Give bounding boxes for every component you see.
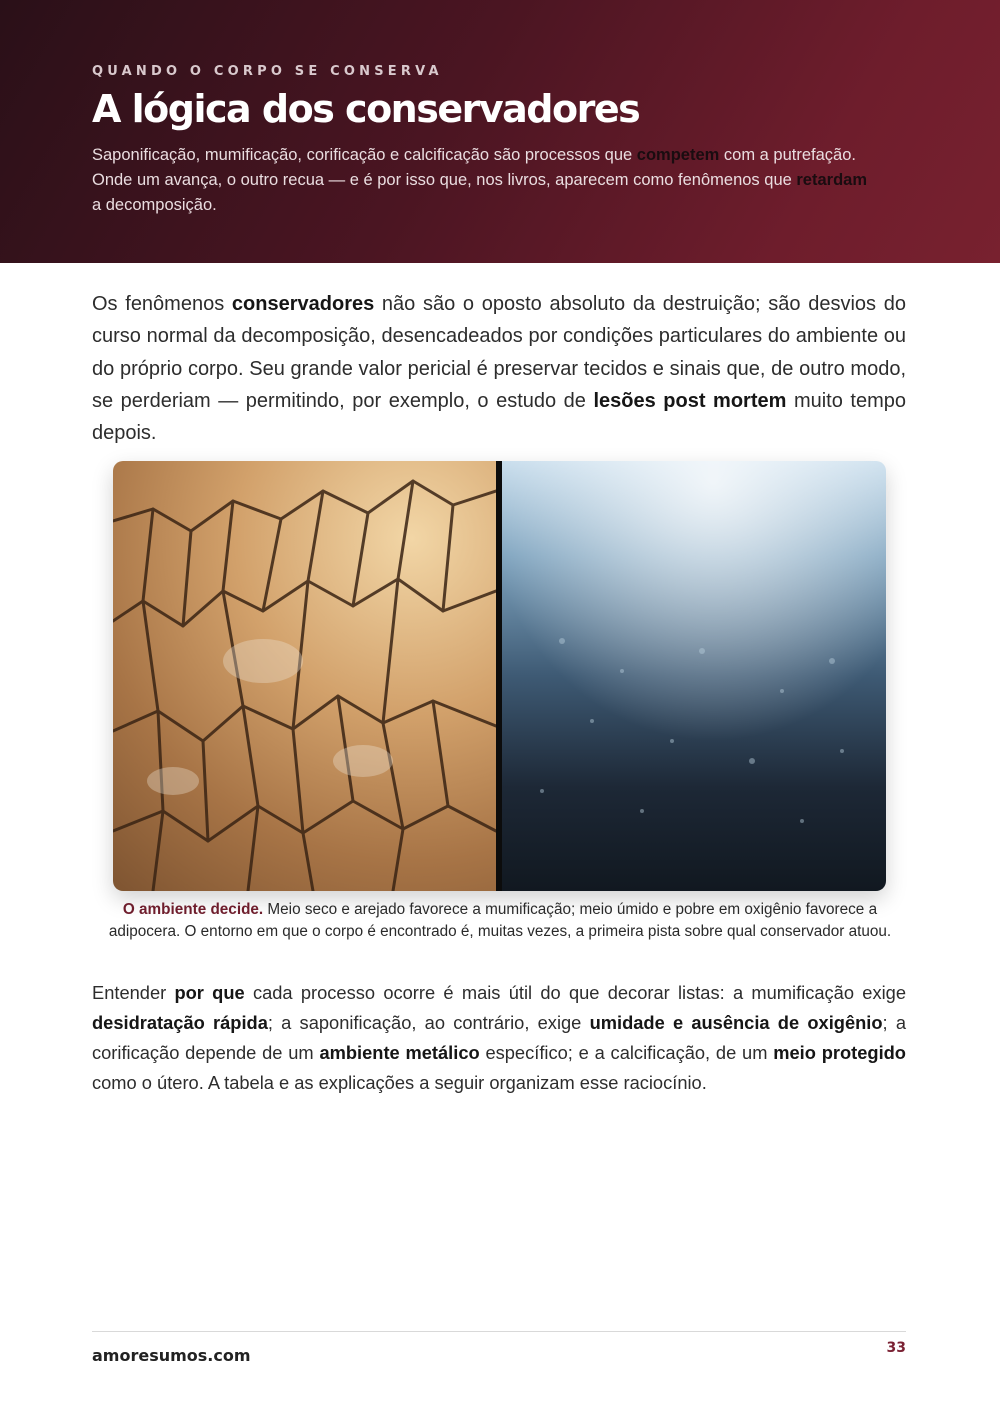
wet-dark-surface-image <box>502 461 886 891</box>
earth-cracks-drawing <box>113 461 496 891</box>
para-bold: desidratação rápida <box>92 1012 268 1033</box>
intro-text: Os fenômenos <box>92 293 232 315</box>
header-lede <box>92 143 872 218</box>
footer-divider <box>92 1331 906 1332</box>
mist-droplets-drawing <box>502 461 886 891</box>
para-text: ; a corificação depende de um <box>92 1012 906 1063</box>
page-title: A lógica dos conservadores <box>92 87 640 131</box>
para-text: como o útero. A tabela e as explicações a seguir organizam esse raciocínio. <box>92 1072 707 1093</box>
caption-lead: O ambiente decide. <box>122 901 264 918</box>
lede-highlight-retardam: retardam <box>796 170 868 189</box>
cracked-dry-earth-image <box>113 461 496 891</box>
para-text: cada processo ocorre é mais útil do que decorar listas: a mumificação exige <box>244 982 906 1003</box>
lede-text: com a putrefação. Onde um avança, o outro recua — e é por isso que, nos livros, aparecem como fenômenos que <box>92 145 856 189</box>
page-number: 33 <box>886 1340 906 1356</box>
intro-bold-lesoes: lesões post mortem <box>593 389 787 412</box>
intro-paragraph <box>92 288 906 449</box>
intro-bold-conservadores: conservadores <box>231 293 375 315</box>
para-text: Entender <box>92 982 175 1003</box>
intro-text: muito tempo depois. <box>92 389 906 445</box>
lede-highlight-competem: competem <box>636 145 720 164</box>
lede-text: Saponificação, mumificação, corificação e calcificação são processos que <box>92 145 637 164</box>
page-header <box>0 0 1000 263</box>
para-bold: umidade e ausência de oxigênio <box>589 1012 883 1033</box>
para-bold: meio protegido <box>773 1042 906 1063</box>
figure-caption <box>100 899 900 943</box>
footer-site: amoresumos.com <box>92 1346 251 1365</box>
environment-figure <box>113 461 886 891</box>
caption-text: Meio seco e arejado favorece a mumificação; meio úmido e pobre em oxigênio favorece a adipocera. O entorno em que o corpo é encontrado é, muitas vezes, a primeira pista sobre qual conservador atuou. <box>108 901 892 940</box>
para-bold: ambiente metálico <box>319 1042 480 1063</box>
section-kicker: QUANDO O CORPO SE CONSERVA <box>92 64 443 79</box>
para-bold: por que <box>174 982 245 1003</box>
para-text: específico; e a calcificação, de um <box>479 1042 774 1063</box>
para-text: ; a saponificação, ao contrário, exige <box>267 1012 590 1033</box>
lede-text: a decomposição. <box>92 195 217 214</box>
explanation-paragraph <box>92 978 906 1098</box>
intro-text: não são o oposto absoluto da destruição; são desvios do curso normal da decomposição, desencadeados por condições particulares do ambiente ou do próprio corpo. Seu grande valor pericial é preservar tecidos e sinais que, de outro modo, se perderiam — permitindo, por exemplo, o estudo de <box>92 293 907 412</box>
